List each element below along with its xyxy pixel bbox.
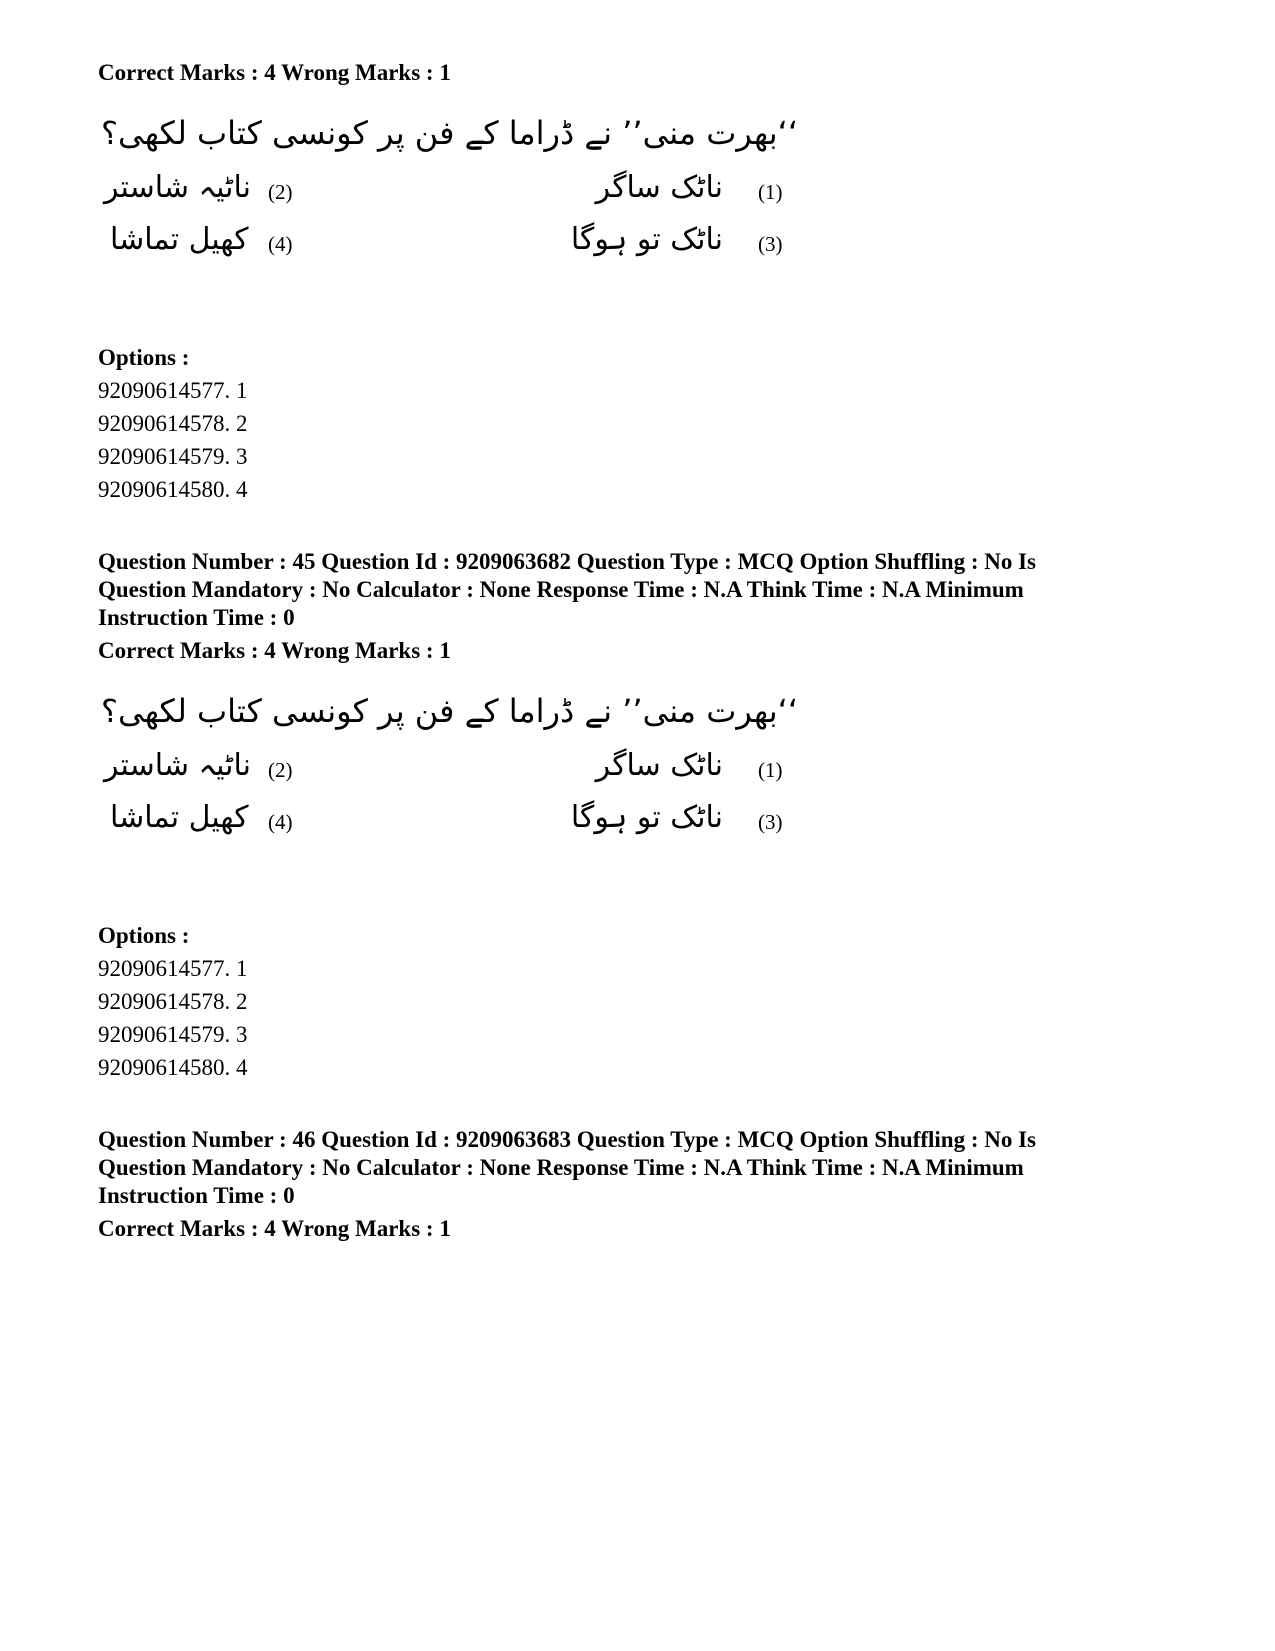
spacer — [98, 1084, 1188, 1126]
question-header-line-3: Instruction Time : 0 — [98, 1183, 295, 1208]
option-row: 92090614580. 4 — [98, 477, 248, 502]
urdu-option-1-text: ناٹک ساگر — [595, 748, 723, 783]
marks-line: Correct Marks : 4 Wrong Marks : 1 — [98, 1216, 451, 1241]
urdu-option-3-text: ناٹک تو ہوگا — [570, 800, 723, 835]
question-header-line-2: Question Mandatory : No Calculator : None Response Time : N.A Think Time : N.A Minimum — [98, 1155, 1024, 1180]
question-block-46 — [98, 1126, 1188, 1244]
urdu-option-2-text: ناٹیہ شاستر — [104, 170, 252, 205]
question-header-line-2: Question Mandatory : No Calculator : None Response Time : N.A Think Time : N.A Minimum — [98, 577, 1024, 602]
urdu-question-text: ‘‘بھرت منی’’ نے ڈراما کے فن پر کونسی کتاب لکھی؟ — [101, 114, 798, 152]
question-header — [98, 1126, 1188, 1210]
urdu-option-4-number: (4) — [268, 810, 293, 834]
urdu-option-1-text: ناٹک ساگر — [595, 170, 723, 205]
urdu-option-2-text: ناٹیہ شاستر — [104, 748, 252, 783]
urdu-option-4-text: کھیل تماشا — [110, 800, 249, 835]
urdu-option-2-number: (2) — [268, 758, 293, 782]
option-row: 92090614579. 3 — [98, 444, 248, 469]
marks-line: Correct Marks : 4 Wrong Marks : 1 — [98, 638, 451, 663]
options-title: Options : — [98, 345, 190, 370]
exam-page — [98, 58, 1188, 1244]
option-row: 92090614577. 1 — [98, 956, 248, 981]
urdu-question-text: ‘‘بھرت منی’’ نے ڈراما کے فن پر کونسی کتاب لکھی؟ — [101, 692, 798, 730]
option-row: 92090614577. 1 — [98, 378, 248, 403]
question-image — [98, 108, 798, 298]
options-title: Options : — [98, 923, 190, 948]
option-row: 92090614578. 2 — [98, 989, 248, 1014]
option-row: 92090614578. 2 — [98, 411, 248, 436]
urdu-option-1-number: (1) — [758, 180, 783, 204]
question-header — [98, 548, 1188, 632]
urdu-option-4-number: (4) — [268, 232, 293, 256]
urdu-option-1-number: (1) — [758, 758, 783, 782]
urdu-option-3-number: (3) — [758, 810, 783, 834]
question-header-line-1: Question Number : 46 Question Id : 9209063683 Question Type : MCQ Option Shuffling : No Is — [98, 1127, 1037, 1152]
urdu-option-2-number: (2) — [268, 180, 293, 204]
option-row: 92090614579. 3 — [98, 1022, 248, 1047]
question-header-line-3: Instruction Time : 0 — [98, 605, 295, 630]
question-block-44 — [98, 58, 1188, 506]
marks-line: Correct Marks : 4 Wrong Marks : 1 — [98, 60, 451, 85]
urdu-option-3-text: ناٹک تو ہوگا — [570, 222, 723, 257]
urdu-option-3-number: (3) — [758, 232, 783, 256]
option-row: 92090614580. 4 — [98, 1055, 248, 1080]
spacer — [98, 506, 1188, 548]
question-header-line-1: Question Number : 45 Question Id : 9209063682 Question Type : MCQ Option Shuffling : No Is — [98, 549, 1037, 574]
question-image — [98, 686, 798, 876]
question-block-45 — [98, 548, 1188, 1084]
urdu-option-4-text: کھیل تماشا — [110, 222, 249, 257]
